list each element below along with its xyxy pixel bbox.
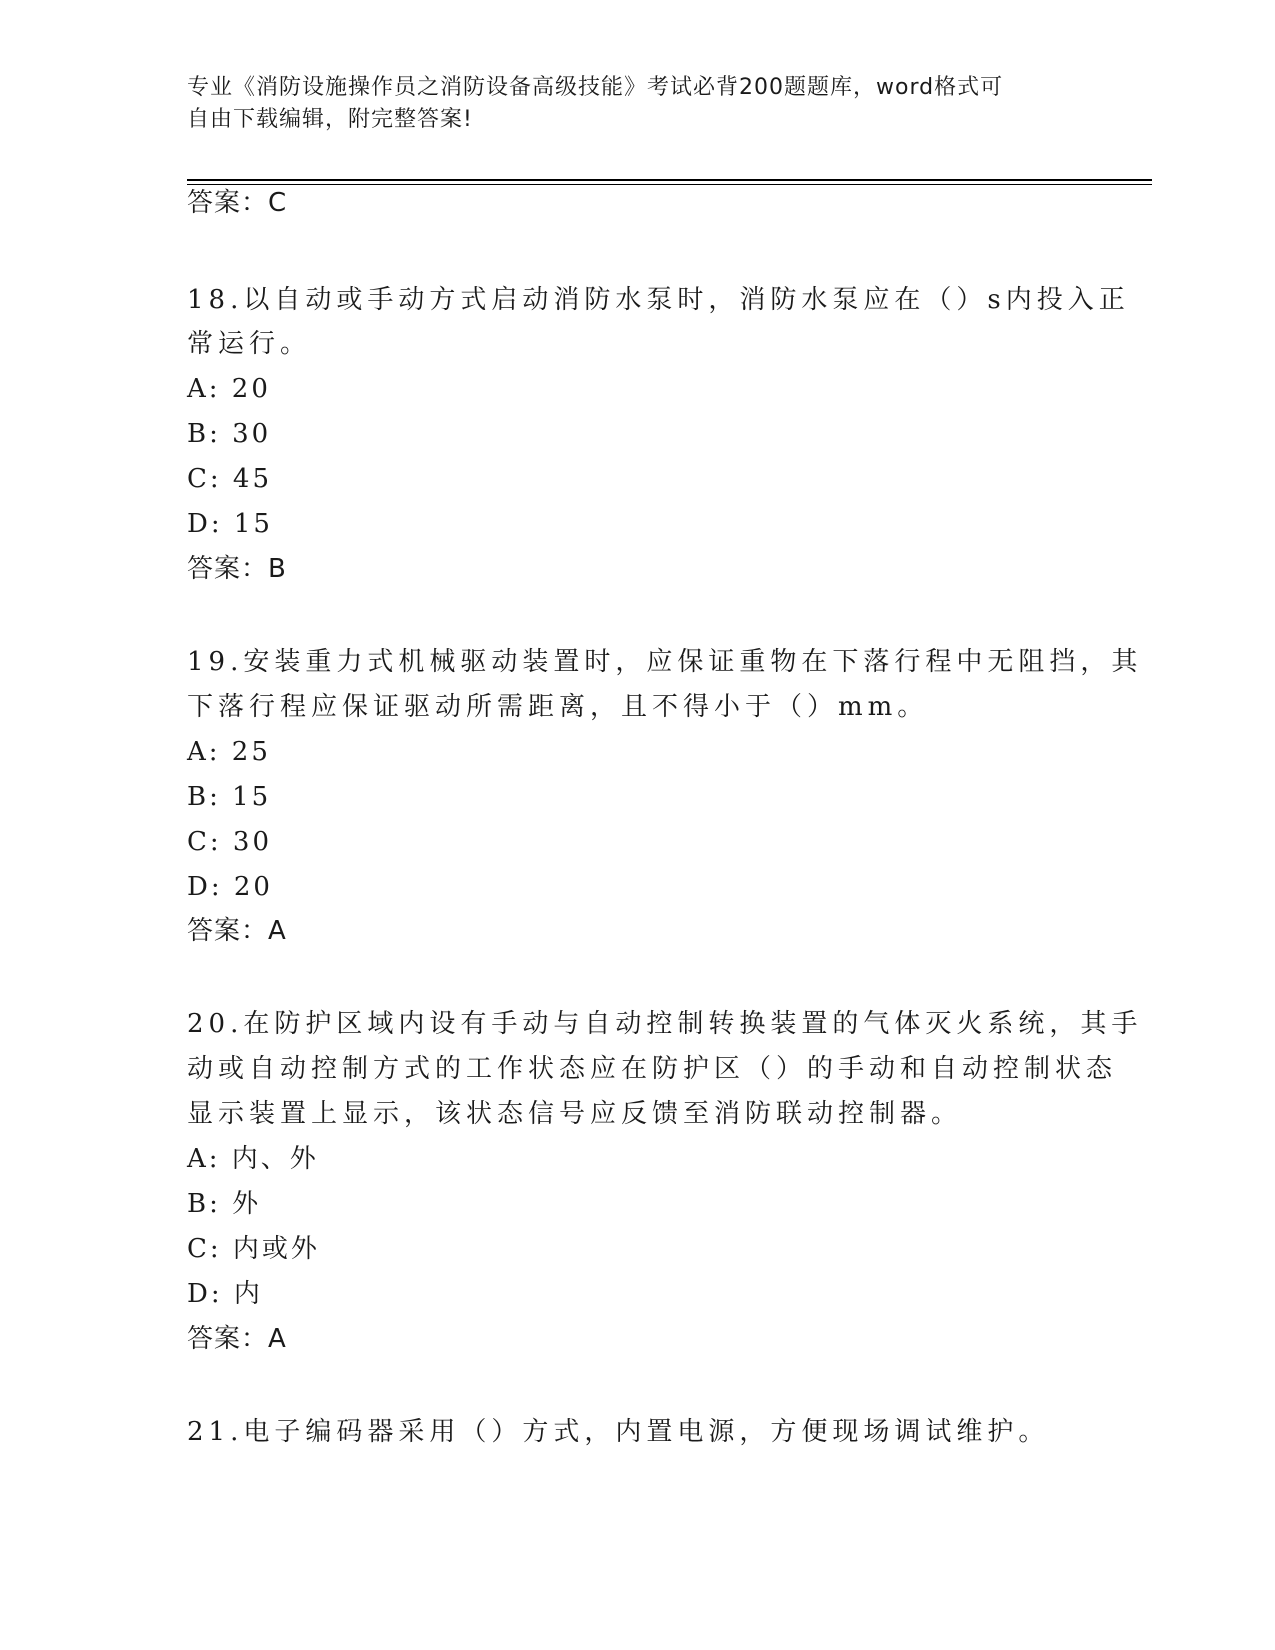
question-19-stem-line-2: 下落行程应保证驱动所需距离，且不得小于（）mm。 [187,692,929,722]
question-18-option-a: A: 20 [187,374,271,404]
question-19-option-c: C: 30 [187,827,273,857]
question-21-stem-line-1: 21.电子编码器采用（）方式，内置电源，方便现场调试维护。 [187,1417,1050,1447]
question-19-option-b: B: 15 [187,782,272,812]
question-18-stem-line-1: 18.以自动或手动方式启动消防水泵时，消防水泵应在（）s内投入正 [187,285,1130,315]
question-18-option-c: C: 45 [187,464,273,494]
question-20-option-a: A: 内、外 [187,1144,319,1174]
document-header [187,72,1067,136]
answer-18: 答案：B [187,554,287,584]
question-19-stem-line-1: 19.安装重力式机械驱动装置时，应保证重物在下落行程中无阻挡，其 [187,647,1143,677]
header-divider-thin [187,184,1152,185]
header-divider-thick [187,179,1152,181]
question-18-option-d: D: 15 [187,509,273,539]
header-line-1: 专业《消防设施操作员之消防设备高级技能》考试必背200题题库，word格式可 [187,75,1004,100]
question-19-option-d: D: 20 [187,872,273,902]
question-20-stem-line-1: 20.在防护区域内设有手动与自动控制转换装置的气体灭火系统，其手 [187,1009,1143,1039]
question-20-option-d: D: 内 [187,1279,263,1309]
question-20-option-c: C: 内或外 [187,1234,320,1264]
answer-17: 答案：C [187,188,288,218]
answer-19: 答案：A [187,916,287,946]
answer-20: 答案：A [187,1324,287,1354]
question-20-stem-line-2: 动或自动控制方式的工作状态应在防护区（）的手动和自动控制状态 [187,1054,1118,1084]
question-18-option-b: B: 30 [187,419,272,449]
header-line-2: 自由下载编辑，附完整答案! [187,107,473,132]
question-19-option-a: A: 25 [187,737,271,767]
question-20-option-b: B: 外 [187,1189,262,1219]
question-20-stem-line-3: 显示装置上显示，该状态信号应反馈至消防联动控制器。 [187,1099,963,1129]
question-18-stem-line-2: 常运行。 [187,329,312,359]
